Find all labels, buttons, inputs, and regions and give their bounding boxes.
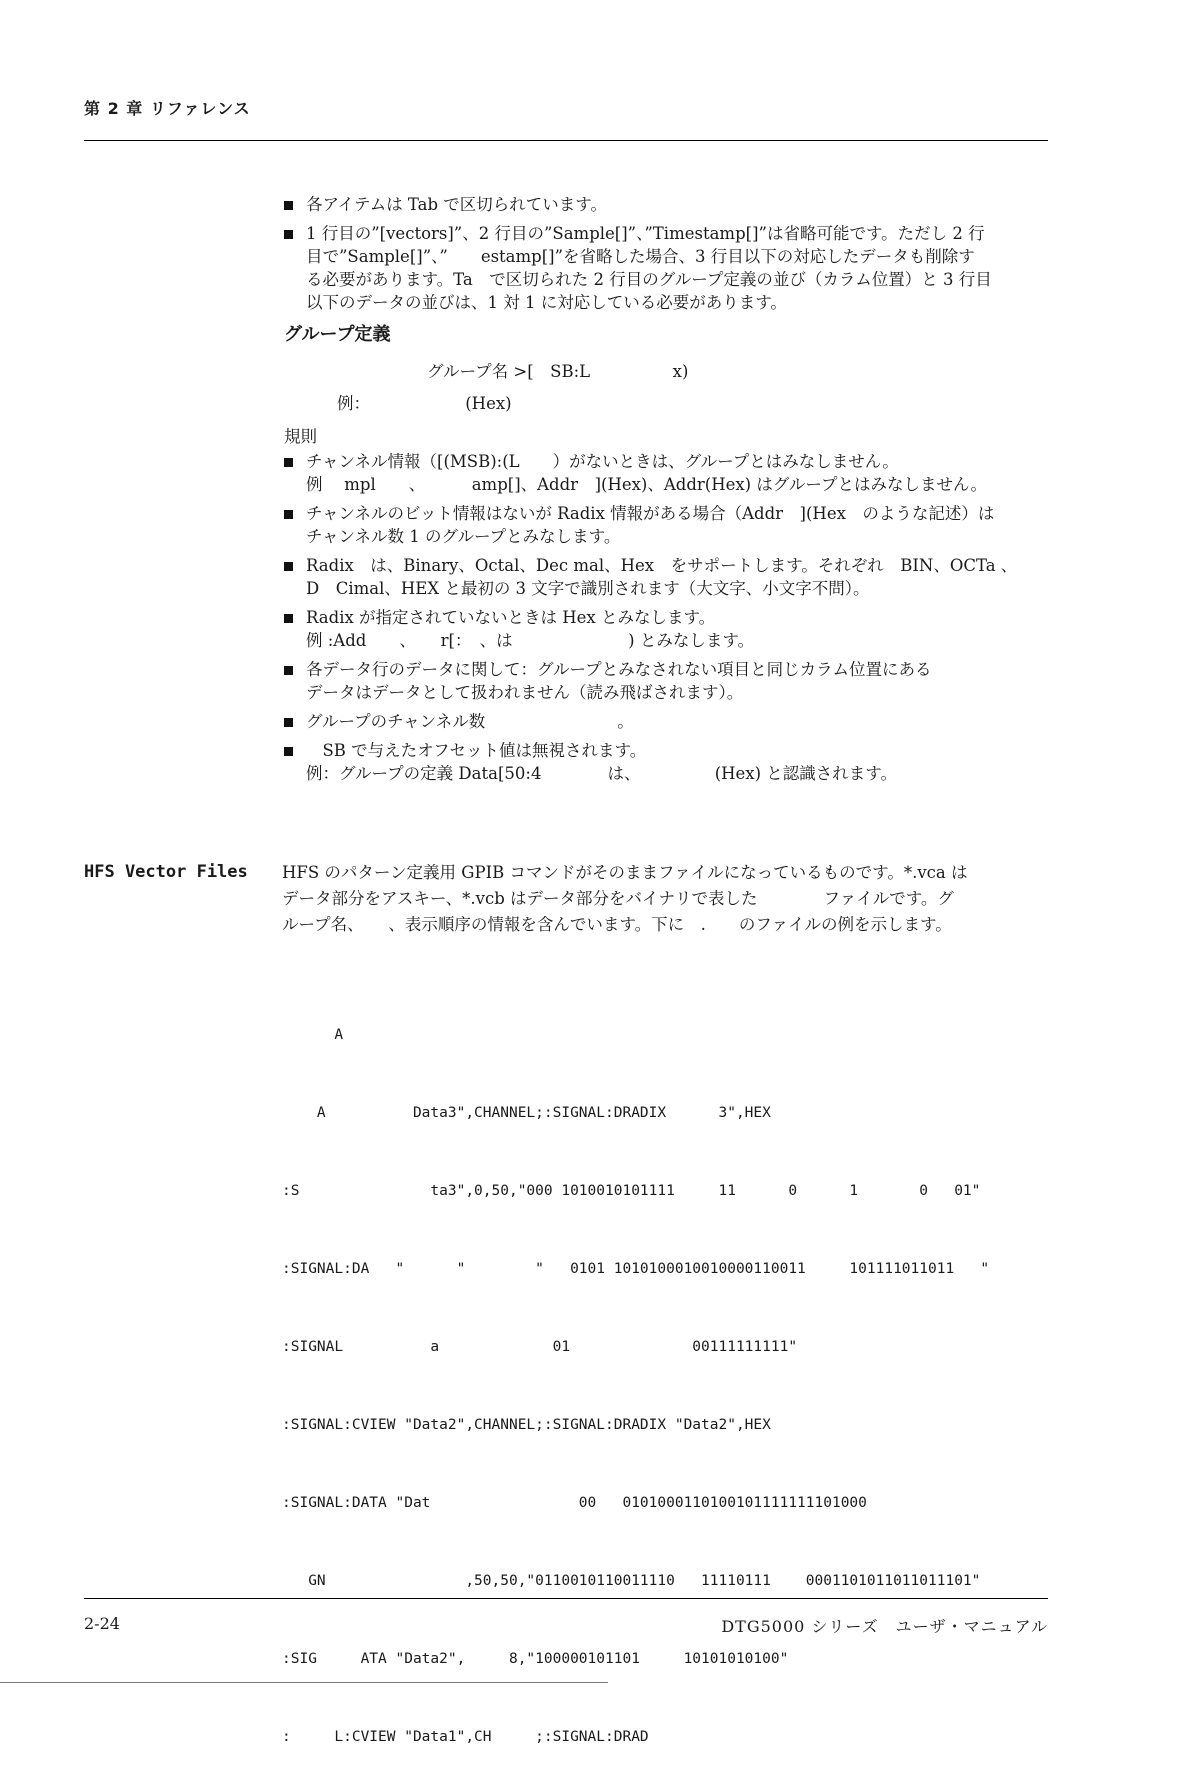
header-rule xyxy=(84,140,1048,141)
square-bullet-icon xyxy=(284,201,293,210)
square-bullet-icon xyxy=(284,747,293,756)
hfs-paragraph-line: ループ名、 、表示順序の情報を含んでいます。下に . のファイルの例を示します。 xyxy=(282,915,952,934)
bullet-text-line: チャンネルのビット情報はないが Radix 情報がある場合（Addr ](Hex のような記述）は xyxy=(306,504,995,523)
bullet-item xyxy=(282,502,1050,548)
code-line: :SIGNAL a 01 00111111111" xyxy=(282,1339,798,1355)
hfs-section-label: HFS Vector Files xyxy=(84,862,248,882)
bullet-text-line: グループのチャンネル数 。 xyxy=(306,712,634,731)
bullet-text-line: 各データ行のデータに関して：グループとみなされない項目と同じカラム位置にある xyxy=(306,660,932,679)
bullet-item xyxy=(282,193,1050,216)
hfs-paragraph-line: データ部分をアスキー、*.vcb はデータ部分をバイナリで表した ファイルです。グ xyxy=(282,889,954,908)
group-syntax: グループ名 >[ SB:L x) xyxy=(427,362,689,381)
code-line: :SIGNAL:DATA "Dat 00 0101000110100101111111101000 xyxy=(282,1495,867,1511)
example-value: (Hex) xyxy=(465,394,512,413)
bullet-text-line: 各アイテムは Tab で区切られています。 xyxy=(306,195,607,214)
square-bullet-icon xyxy=(284,510,293,519)
bullet-item xyxy=(282,606,1050,652)
bullet-text-line: データはデータとして扱われません（読み飛ばされます）。 xyxy=(306,683,744,702)
chapter-header: 第 2 章 リファレンス xyxy=(84,99,251,118)
bullet-text-line: 例：グループの定義 Data[50:4 は、 (Hex) と認識されます。 xyxy=(306,764,897,783)
code-line: :SIGNAL:DA " " " 0101 1010100010010000110011 101111011011 " xyxy=(282,1261,990,1277)
page-edge-line xyxy=(0,1682,608,1683)
code-line: :SIG ATA "Data2", 8,"100000101101 10101010100" xyxy=(282,1651,789,1667)
example-label: 例： xyxy=(337,394,370,413)
bullet-item xyxy=(282,710,1050,733)
code-line: A xyxy=(282,1027,344,1043)
bullet-text-line: Radix が指定されていないときは Hex とみなします。 xyxy=(306,608,716,627)
bullet-text-line: 目で”Sample[]”、” estamp[]”を省略した場合、3 行目以下の対応したデータも削除す xyxy=(306,247,975,266)
bullet-text-line: チャンネル情報（[(MSB):(L ）がないときは、グループとはみなしません。 xyxy=(306,452,899,471)
hfs-paragraph xyxy=(282,860,1050,938)
code-line: : L:CVIEW "Data1",CH ;:SIGNAL:DRAD xyxy=(282,1729,649,1745)
code-example xyxy=(282,970,989,1776)
code-line: A Data3",CHANNEL;:SIGNAL:DRADIX 3",HEX xyxy=(282,1105,771,1121)
manual-title: DTG5000 シリーズ ユーザ・マニュアル xyxy=(721,1617,1048,1636)
code-line: :S ta3",0,50,"000 1010010101111 11 0 1 0 01" xyxy=(282,1183,981,1199)
square-bullet-icon xyxy=(284,230,293,239)
bullet-item xyxy=(282,658,1050,704)
square-bullet-icon xyxy=(284,458,293,467)
bullet-item xyxy=(282,222,1050,314)
bullet-text-line: 以下のデータの並びは、1 対 1 に対応している必要があります。 xyxy=(306,293,787,312)
bullet-item xyxy=(282,739,1050,785)
bullet-text-line: 例 :Add 、 r[： 、は ) とみなします。 xyxy=(306,631,755,650)
group-definition-heading: グループ定義 xyxy=(284,324,391,345)
bullet-text-line: る必要があります。Ta で区切られた 2 行目のグループ定義の並び（カラム位置）と 3 行目 xyxy=(306,270,992,289)
rules-label: 規則 xyxy=(284,427,317,446)
top-bullet-list xyxy=(282,193,1050,791)
square-bullet-icon xyxy=(284,562,293,571)
bullet-text-line: SB で与えたオフセット値は無視されます。 xyxy=(306,741,647,760)
bullet-text-line: 例 mpl 、 amp[]、Addr ](Hex)、Addr(Hex) はグループとはみなしません。 xyxy=(306,475,988,494)
footer-rule xyxy=(84,1598,1048,1599)
code-line: GN ,50,50,"0110010110011110 11110111 0001101011011011101" xyxy=(282,1573,981,1589)
bullet-text-line: 1 行目の”[vectors]”、2 行目の”Sample[]”、”Timestamp[]”は省略可能です。ただし 2 行 xyxy=(306,224,985,243)
bullet-item xyxy=(282,450,1050,496)
code-line: :SIGNAL:CVIEW "Data2",CHANNEL;:SIGNAL:DRADIX "Data2",HEX xyxy=(282,1417,771,1433)
bullet-text-line: Radix は、Binary、Octal、Dec mal、Hex をサポートします。それぞれ BIN、OCTa 、 xyxy=(306,556,1018,575)
page-number: 2-24 xyxy=(84,1614,120,1633)
bullet-item xyxy=(282,554,1050,600)
square-bullet-icon xyxy=(284,718,293,727)
square-bullet-icon xyxy=(284,614,293,623)
bullet-text-line: チャンネル数 1 のグループとみなします。 xyxy=(306,527,621,546)
hfs-paragraph-line: HFS のパターン定義用 GPIB コマンドがそのままファイルになっているものです。*.vca は xyxy=(282,863,968,882)
bullet-text-line: D Cimal、HEX と最初の 3 文字で識別されます（大文字、小文字不問）。 xyxy=(306,579,870,598)
group-example xyxy=(337,392,1050,415)
square-bullet-icon xyxy=(284,666,293,675)
